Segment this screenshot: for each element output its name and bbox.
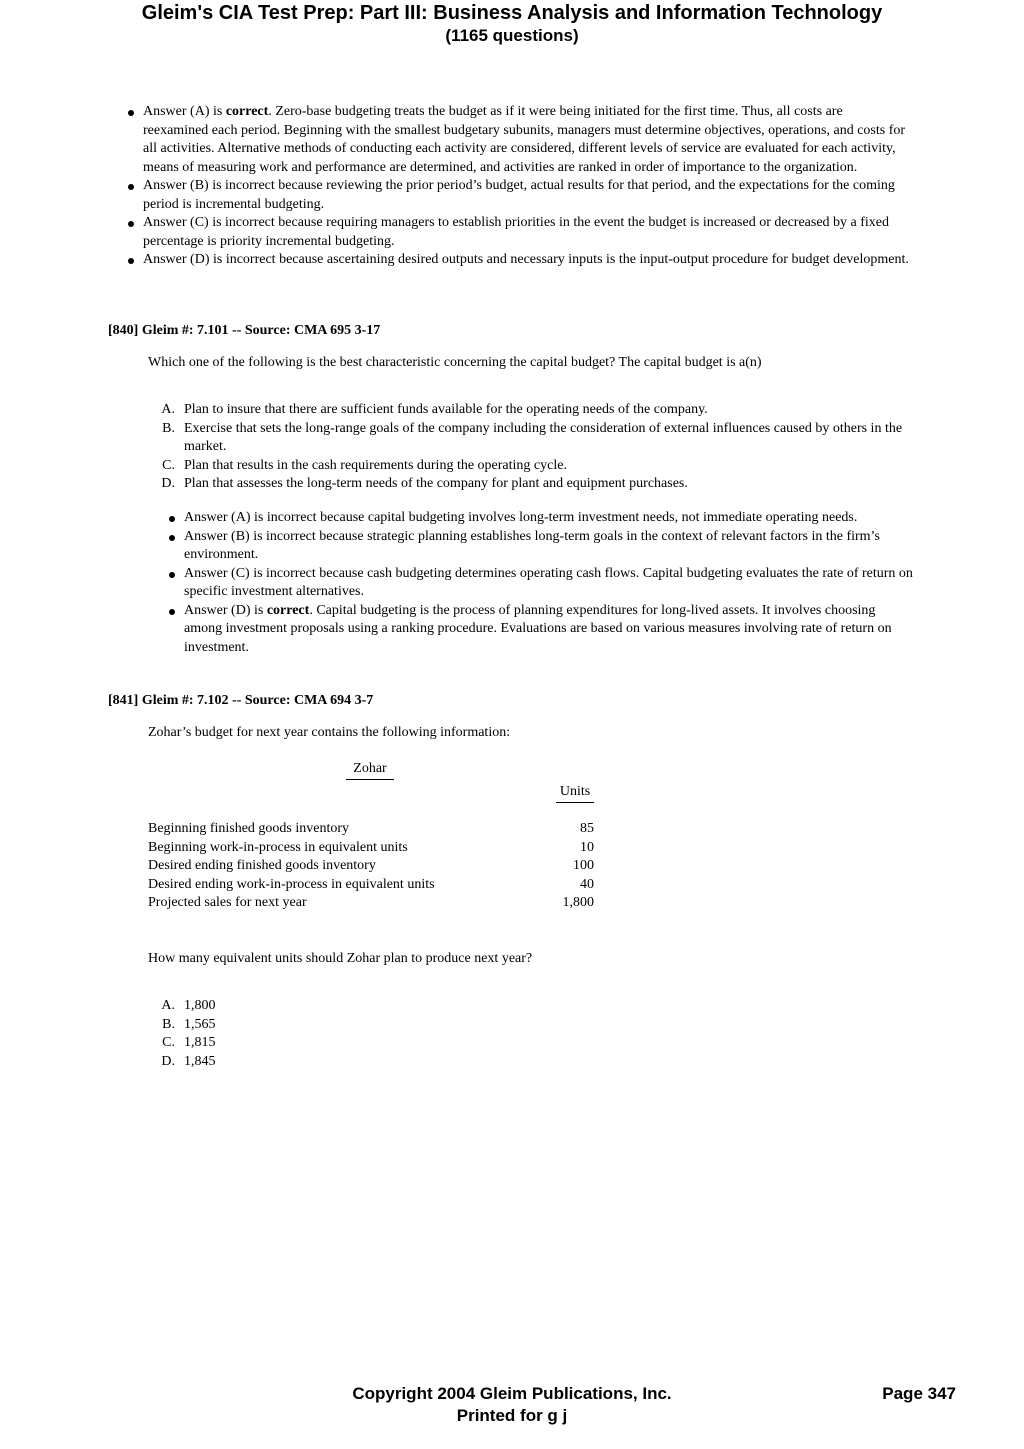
explanation-item (128, 177, 910, 214)
choice-text: Plan that assesses the long-term needs of the company for plant and equipment purchases. (184, 476, 688, 491)
row-label: Projected sales for next year (148, 895, 307, 910)
row-value: 40 (580, 876, 594, 892)
choice-text: 1,565 (184, 1016, 216, 1032)
correct-label: correct (266, 602, 310, 618)
choice-text: Plan to insure that there are sufficient funds available for the operating needs of the company. (184, 402, 708, 417)
question-count: (1165 questions) (445, 26, 579, 45)
row-value: 85 (580, 821, 594, 836)
document-title: Gleim's CIA Test Prep: Part III: Business Analysis and Information Technology (141, 2, 883, 24)
answer-choice (159, 401, 904, 420)
budget-table (148, 820, 594, 913)
row-label: Beginning work-in-process in equivalent units (148, 839, 408, 855)
choice-letter: A. (161, 402, 175, 417)
explanation-text: Answer (D) is incorrect because ascertaining desired outputs and necessary inputs is the input-output procedure for budget development. (143, 252, 909, 267)
choice-letter: D. (161, 1053, 175, 1069)
choice-text: Plan that results in the cash requirements during the operating cycle. (184, 457, 567, 473)
explanation-text: Answer (C) is incorrect because cash budgeting determines operating cash flows. Capital budgeting evaluates the rate of return on specific investment alternatives. (184, 565, 913, 599)
choice-letter: D. (161, 476, 175, 491)
explanation-item (169, 528, 914, 565)
explanation-text: Answer (A) is incorrect because capital budgeting involves long-term investment needs, not immediate operating needs. (184, 510, 858, 525)
choice-letter: B. (162, 420, 175, 436)
row-value: 10 (580, 839, 594, 855)
table-column-header: Units (556, 783, 594, 803)
answer-choice (159, 457, 904, 476)
question-840-heading: [840] Gleim #: 7.101 -- Source: CMA 695 3-17 (108, 323, 381, 338)
table-row (148, 820, 594, 839)
answer-choice (159, 475, 904, 494)
table-row (148, 857, 594, 876)
explanation-text: Answer (A) is (143, 104, 226, 119)
choice-text: Exercise that sets the long-range goals of the company including the consideration of external influences caused by others in the market. (184, 420, 903, 454)
table-row (148, 839, 594, 858)
correct-label: correct (225, 104, 269, 119)
choice-letter: C. (162, 457, 175, 473)
row-label: Desired ending finished goods inventory (148, 858, 376, 873)
row-value: 100 (573, 858, 594, 873)
choice-letter: B. (162, 1016, 175, 1032)
question-841-stem: Zohar’s budget for next year contains the following information: (148, 725, 511, 740)
bullet-icon (128, 184, 134, 190)
choice-text: 1,800 (184, 998, 216, 1013)
explanation-item (169, 602, 914, 658)
printed-for-text: Printed for g j (456, 1406, 568, 1425)
answer-choice (159, 420, 904, 457)
explanation-text: Answer (D) is (184, 602, 267, 618)
answer-choice (159, 1016, 359, 1035)
explanation-text: Answer (C) is incorrect because requiring managers to establish priorities in the event the budget is increased or decreased by a fixed percentage is priority incremental budgeting. (143, 215, 890, 249)
choice-text: 1,815 (184, 1035, 216, 1050)
bullet-icon (169, 516, 175, 522)
row-label: Desired ending work-in-process in equivalent units (148, 876, 435, 892)
question-841-choices (159, 997, 359, 1071)
explanation-text: . Zero-base budgeting treats the budget as if it were being initiated for the first time. Thus, all costs are reexamined each period. Beginning with the smallest budgetary subunits, managers must determine objectives, operations, and costs for all activities. Alternative methods of conducting each activity are considered, different levels of service are evaluated for each activity, means of measuring work and performance are determined, and activities are ranked in order of importance to the organization. (143, 104, 906, 175)
page-number: Page 347 (882, 1384, 956, 1403)
answer-choice (159, 1034, 359, 1053)
row-label: Beginning finished goods inventory (148, 821, 350, 836)
choice-text: 1,845 (184, 1053, 216, 1069)
bullet-icon (128, 110, 134, 116)
question-840-choices (159, 401, 904, 494)
question-840-explanations (169, 509, 914, 657)
table-row (148, 894, 594, 913)
prev-explanations-list (128, 103, 910, 270)
explanation-item (128, 103, 910, 177)
answer-choice (159, 1053, 359, 1072)
bullet-icon (128, 258, 134, 264)
explanation-text: Answer (B) is incorrect because reviewing the prior period’s budget, actual results for that period, and the expectations for the coming period is incremental budgeting. (143, 178, 895, 212)
explanation-text: . Capital budgeting is the process of planning expenditures for long-lived assets. It involves choosing among investment proposals using a ranking procedure. Evaluations are based on various measures involving rate of return on investment. (184, 602, 892, 655)
table-title: Zohar (346, 760, 394, 780)
copyright-text: Copyright 2004 Gleim Publications, Inc. (352, 1384, 672, 1403)
choice-letter: A. (161, 998, 175, 1013)
table-row (148, 876, 594, 895)
bullet-icon (169, 535, 175, 541)
bullet-icon (169, 609, 175, 615)
explanation-text: Answer (B) is incorrect because strategic planning establishes long-term goals in the context of relevant factors in the firm’s environment. (184, 528, 880, 562)
question-841-prompt: How many equivalent units should Zohar plan to produce next year? (148, 951, 533, 966)
explanation-item (128, 214, 910, 251)
explanation-item (128, 251, 910, 270)
answer-choice (159, 997, 359, 1016)
explanation-item (169, 565, 914, 602)
bullet-icon (169, 572, 175, 578)
bullet-icon (128, 221, 134, 227)
question-841-heading: [841] Gleim #: 7.102 -- Source: CMA 694 3-7 (108, 693, 374, 708)
row-value: 1,800 (562, 895, 594, 910)
question-840-stem: Which one of the following is the best characteristic concerning the capital budget? The capital budget is a(n) (148, 355, 762, 370)
explanation-item (169, 509, 914, 528)
choice-letter: C. (162, 1035, 175, 1050)
